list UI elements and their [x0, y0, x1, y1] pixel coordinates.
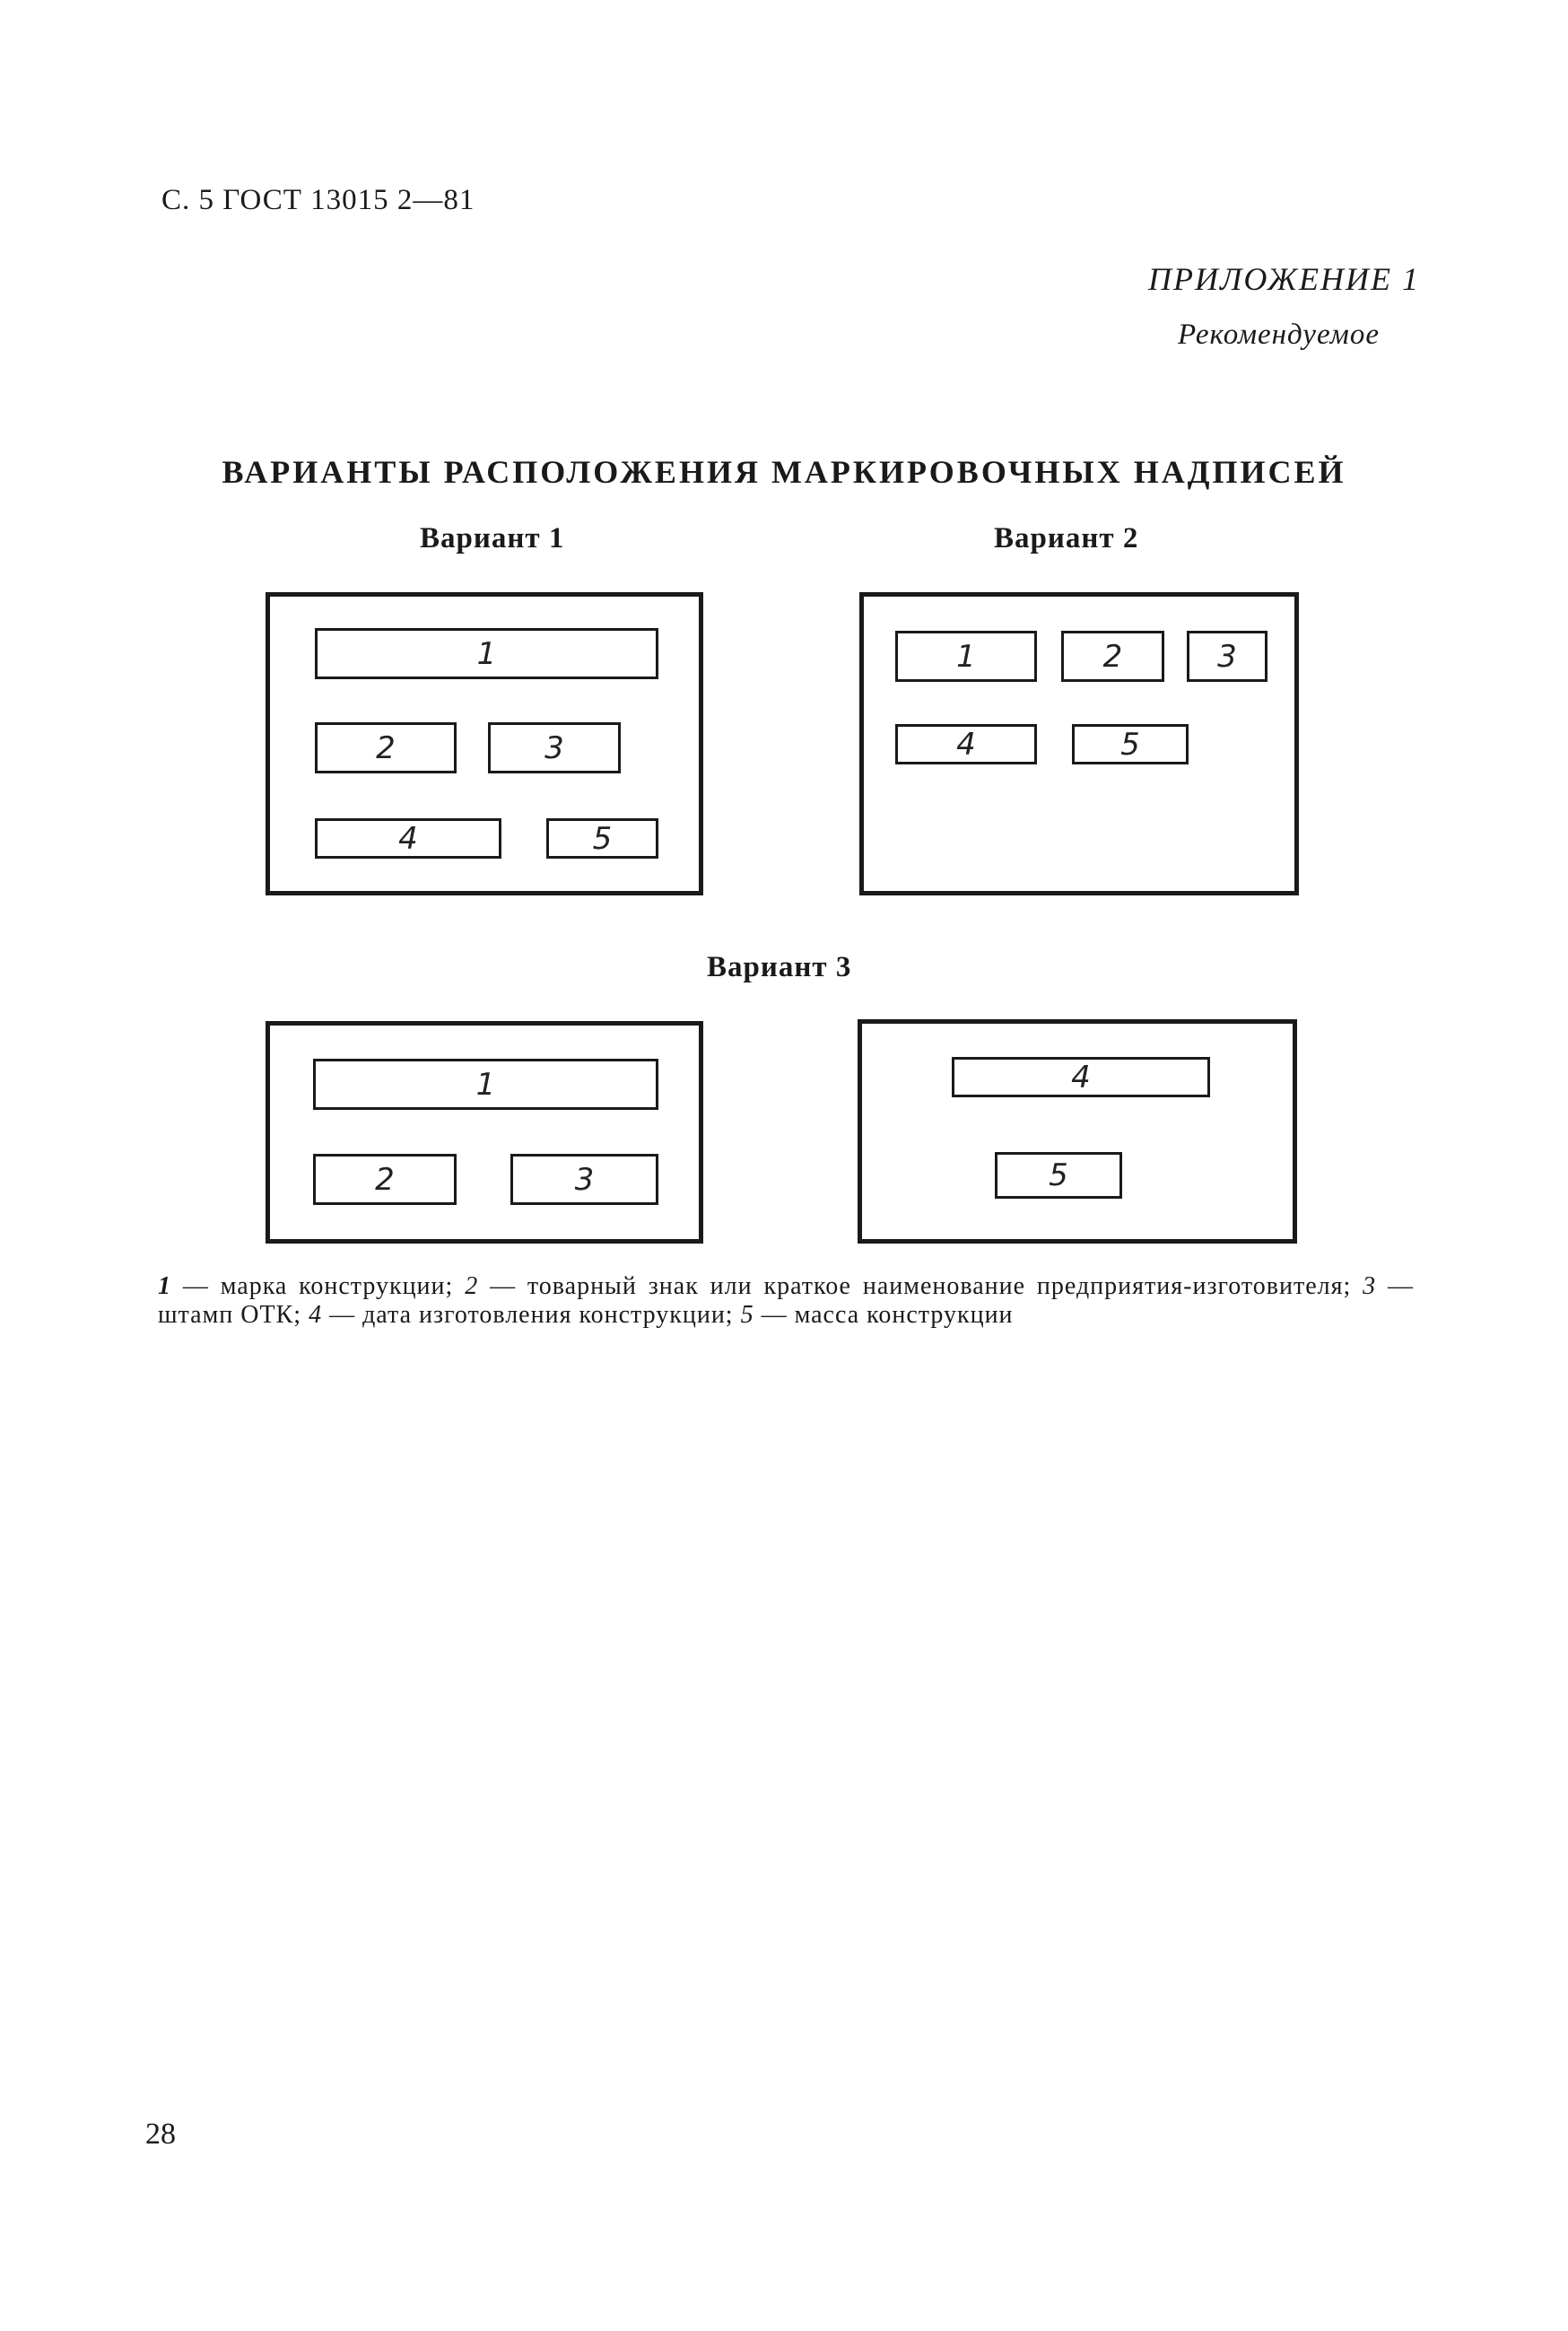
document-reference: С. 5 ГОСТ 13015 2—81	[161, 184, 475, 216]
variant-1-label: Вариант 1	[420, 522, 565, 554]
page-number: 28	[145, 2117, 176, 2151]
variant-3-label: Вариант 3	[707, 951, 852, 983]
legend-num-4: 4	[309, 1301, 323, 1329]
appendix-title: ПРИЛОЖЕНИЕ 1	[1148, 261, 1420, 297]
legend-text-3: — штамп ОТК;	[158, 1272, 1415, 1329]
variant-3-frame-b	[858, 1019, 1297, 1244]
variant-2-box-3: 3	[1187, 631, 1267, 682]
variant-2-box-2: 2	[1061, 631, 1164, 682]
legend-num-5: 5	[740, 1301, 754, 1329]
variant-2-frame	[859, 592, 1299, 895]
legend-text-5: — масса конструкции	[761, 1301, 1014, 1329]
page-title: ВАРИАНТЫ РАСПОЛОЖЕНИЯ МАРКИРОВОЧНЫХ НАДПИСЕЙ	[222, 454, 1346, 490]
variant-3a-box-1: 1	[313, 1059, 658, 1110]
legend-num-2: 2	[465, 1272, 479, 1300]
variant-1-box-3: 3	[488, 722, 621, 773]
variant-1-box-4: 4	[315, 818, 501, 859]
legend-num-1: 1	[158, 1272, 171, 1300]
variant-1-box-1: 1	[315, 628, 658, 679]
legend-text-2: — товарный знак или краткое наименование предприятия-изготовителя;	[490, 1272, 1352, 1300]
variant-1-box-2: 2	[315, 722, 457, 773]
variant-3a-box-3: 3	[510, 1154, 658, 1205]
legend	[158, 1272, 1414, 1330]
appendix-status: Рекомендуемое	[1177, 319, 1380, 351]
variant-3b-box-4: 4	[952, 1057, 1210, 1097]
variant-3-frame-a	[266, 1021, 703, 1244]
variant-1-box-5: 5	[546, 818, 658, 859]
variant-2-box-5: 5	[1072, 724, 1189, 764]
variant-2-box-1: 1	[895, 631, 1037, 682]
variant-2-box-4: 4	[895, 724, 1037, 764]
variant-2-label: Вариант 2	[994, 522, 1139, 554]
variant-3b-box-5: 5	[995, 1152, 1122, 1199]
legend-text-4: — дата изготовления конструкции;	[329, 1301, 734, 1329]
variant-3a-box-2: 2	[313, 1154, 457, 1205]
variant-1-frame	[266, 592, 703, 895]
legend-num-3: 3	[1363, 1272, 1377, 1300]
legend-text-1: — марка конструкции;	[182, 1272, 454, 1300]
